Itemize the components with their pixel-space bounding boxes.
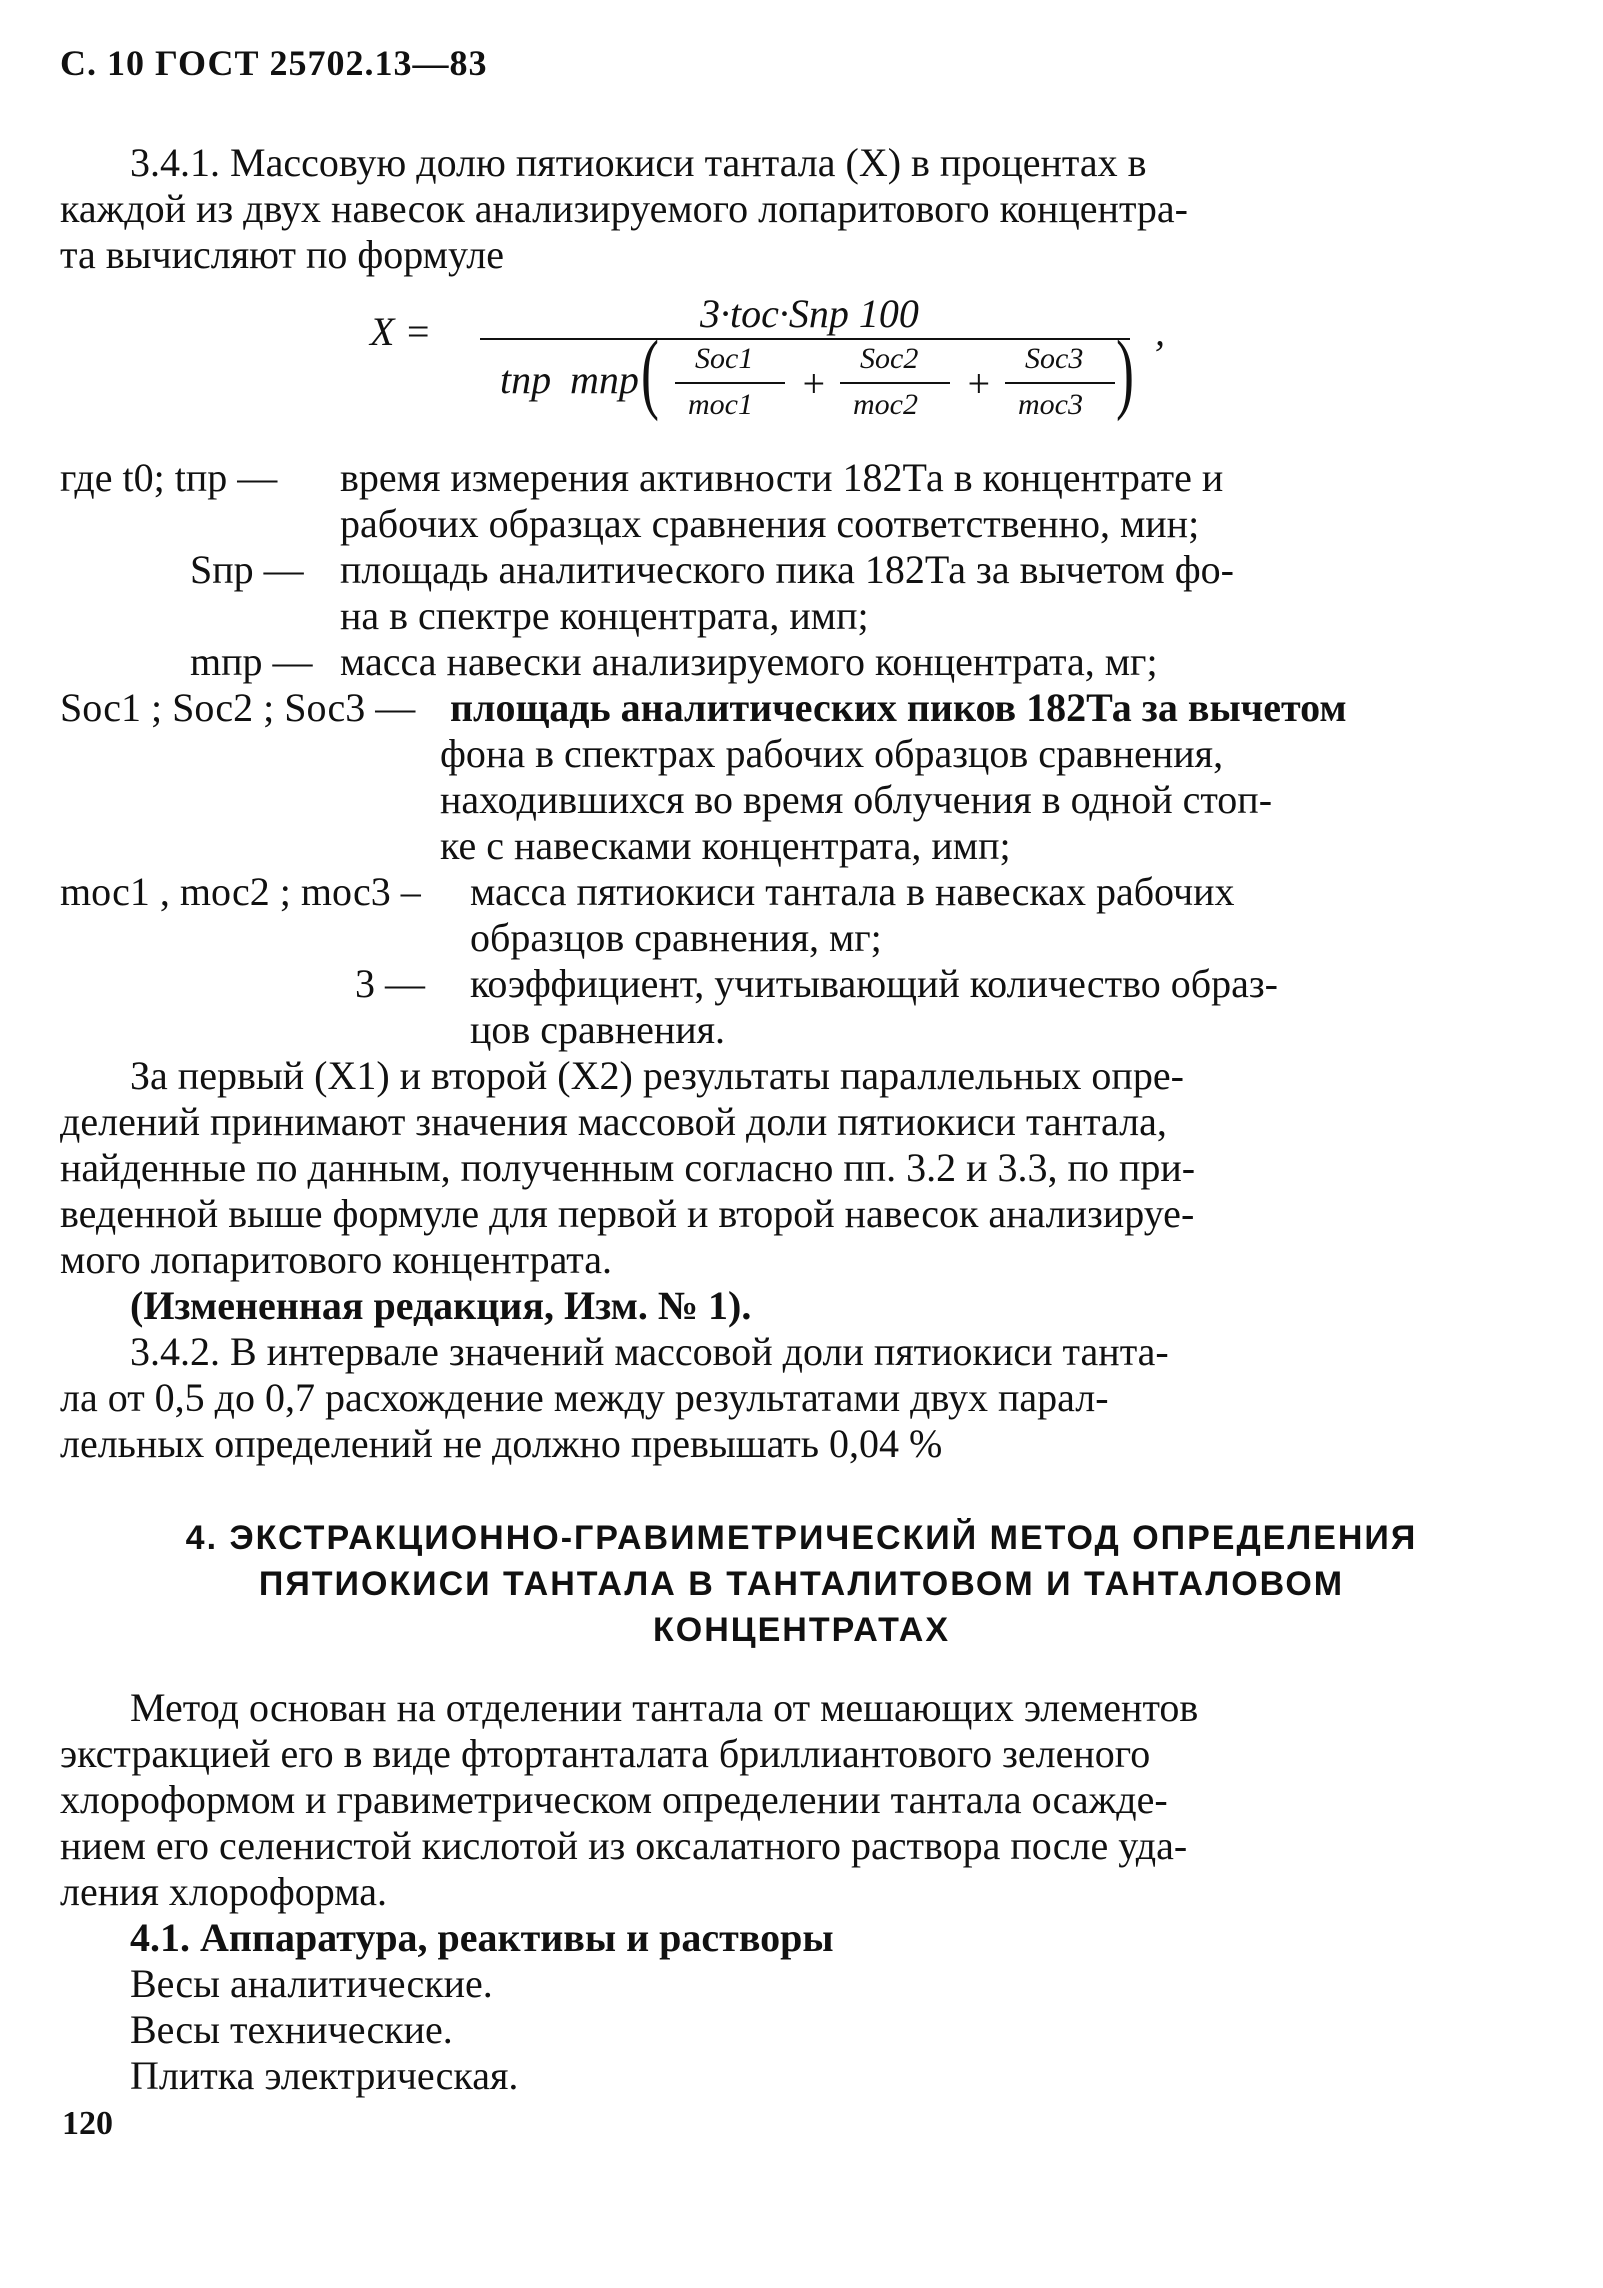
item-technical-scales: Весы технические. [130, 2007, 453, 2052]
def-t-line-2: рабочих образцах сравнения соответственно, мин; [340, 501, 1200, 546]
formula-plus-1: + [800, 361, 827, 406]
results-line-2: делений принимают значения массовой доли пятиокиси тантала, [60, 1099, 1167, 1144]
p341-line-3: та вычисляют по формуле [60, 232, 504, 277]
def-mpr-key: mпр — [190, 639, 313, 684]
def-moc-key: mос1 , mос2 ; mос3 – [60, 869, 421, 914]
intro-line-5: ления хлороформа. [60, 1869, 387, 1914]
formula-s1: Sос1 [695, 342, 754, 375]
formula-m2: mос2 [853, 388, 918, 421]
section4-title-line-3: КОНЦЕНТРАТАХ [653, 1611, 950, 1649]
p342-line-3: лельных определений не должно превышать 0,04 % [60, 1421, 943, 1466]
formula-mpr: mпр [570, 357, 639, 402]
formula-plus-2: + [965, 361, 992, 406]
item-analytical-scales: Весы аналитические. [130, 1961, 493, 2006]
def-moc-line-2: образцов сравнения, мг; [470, 915, 882, 960]
intro-line-1: Метод основан на отделении тантала от мешающих элементов [130, 1685, 1199, 1730]
formula-left-paren: ( [640, 323, 659, 422]
p342-line-1: 3.4.2. В интервале значений массовой доли пятиокиси танта- [130, 1329, 1169, 1374]
formula-frac3-bar [1005, 382, 1115, 384]
def-soc-key: Sос1 ; Sос2 ; Sос3 — [60, 685, 416, 730]
formula-m1: mос1 [688, 388, 753, 421]
def-3-line-1: коэффициент, учитывающий количество образ- [470, 961, 1278, 1006]
def-t-line-1: время измерения активности 182Та в концентрате и [340, 455, 1224, 500]
subsection-41-title: 4.1. Аппаратура, реактивы и растворы [130, 1915, 834, 1960]
def-spr-line-2: на в спектре концентрата, имп; [340, 593, 869, 638]
p342-line-2: ла от 0,5 до 0,7 расхождение между результатами двух парал- [60, 1375, 1109, 1420]
def-3-line-2: цов сравнения. [470, 1007, 726, 1052]
def-soc-line-2: фона в спектрах рабочих образцов сравнения, [440, 731, 1224, 776]
def-3-key: 3 — [355, 961, 425, 1006]
def-mpr-line-1: масса навески анализируемого концентрата, мг; [340, 639, 1158, 684]
results-line-4: веденной выше формуле для первой и второй навесок анализируе- [60, 1191, 1195, 1236]
section4-title-line-2: ПЯТИОКИСИ ТАНТАЛА В ТАНТАЛИТОВОМ И ТАНТАЛОВОМ [258, 1565, 1345, 1603]
results-line-5: мого лопаритового концентрата. [60, 1237, 613, 1282]
section4-title-line-1: 4. ЭКСТРАКЦИОННО-ГРАВИМЕТРИЧЕСКИЙ МЕТОД ОПРЕДЕЛЕНИЯ [185, 1519, 1418, 1557]
p341-line-1: 3.4.1. Массовую долю пятиокиси тантала (X) в процентах в [130, 140, 1147, 185]
p341-line-2: каждой из двух навесок анализируемого лопаритового концентра- [60, 186, 1188, 231]
formula-lhs: X = [370, 309, 432, 354]
page-number: 120 [62, 2105, 113, 2142]
formula-s3: Sос3 [1025, 342, 1084, 375]
formula-main-fraction-bar [480, 338, 1130, 340]
def-moc-line-1: масса пятиокиси тантала в навесках рабочих [470, 869, 1235, 914]
formula-right-paren: ) [1115, 323, 1134, 422]
def-spr-line-1: площадь аналитического пика 182Та за вычетом фо- [340, 547, 1234, 592]
def-soc-line-4: ке с навесками концентрата, имп; [440, 823, 1011, 868]
def-soc-line-1: площадь аналитических пиков 182Та за вычетом [450, 685, 1347, 730]
def-t-key: где t0; tпр — [60, 455, 278, 500]
formula-frac2-bar [840, 382, 950, 384]
results-line-1: За первый (X1) и второй (X2) результаты параллельных опре- [130, 1053, 1184, 1098]
def-soc-line-3: находившихся во время облучения в одной стоп- [440, 777, 1273, 822]
formula-comma: , [1155, 309, 1165, 354]
def-spr-key: Sпр — [190, 547, 304, 592]
formula-frac1-bar [675, 382, 785, 384]
item-electric-stove: Плитка электрическая. [130, 2053, 519, 2098]
intro-line-3: хлороформом и гравиметрическом определении тантала осажде- [60, 1777, 1168, 1822]
intro-line-4: нием его селенистой кислотой из оксалатного раствора после уда- [60, 1823, 1188, 1868]
formula-m3: mос3 [1018, 388, 1083, 421]
results-line-3: найденные по данным, полученным согласно пп. 3.2 и 3.3, по при- [60, 1145, 1196, 1190]
formula-numerator: 3·tос·Sпр 100 [700, 291, 919, 336]
formula-x [370, 290, 1165, 440]
intro-line-2: экстракцией его в виде фтортанталата бриллиантового зеленого [60, 1731, 1151, 1776]
formula-s2: Sос2 [860, 342, 919, 375]
page-header: С. 10 ГОСТ 25702.13—83 [60, 43, 488, 83]
formula-tpr: tпр [500, 357, 552, 402]
revision-note: (Измененная редакция, Изм. № 1). [130, 1283, 752, 1328]
